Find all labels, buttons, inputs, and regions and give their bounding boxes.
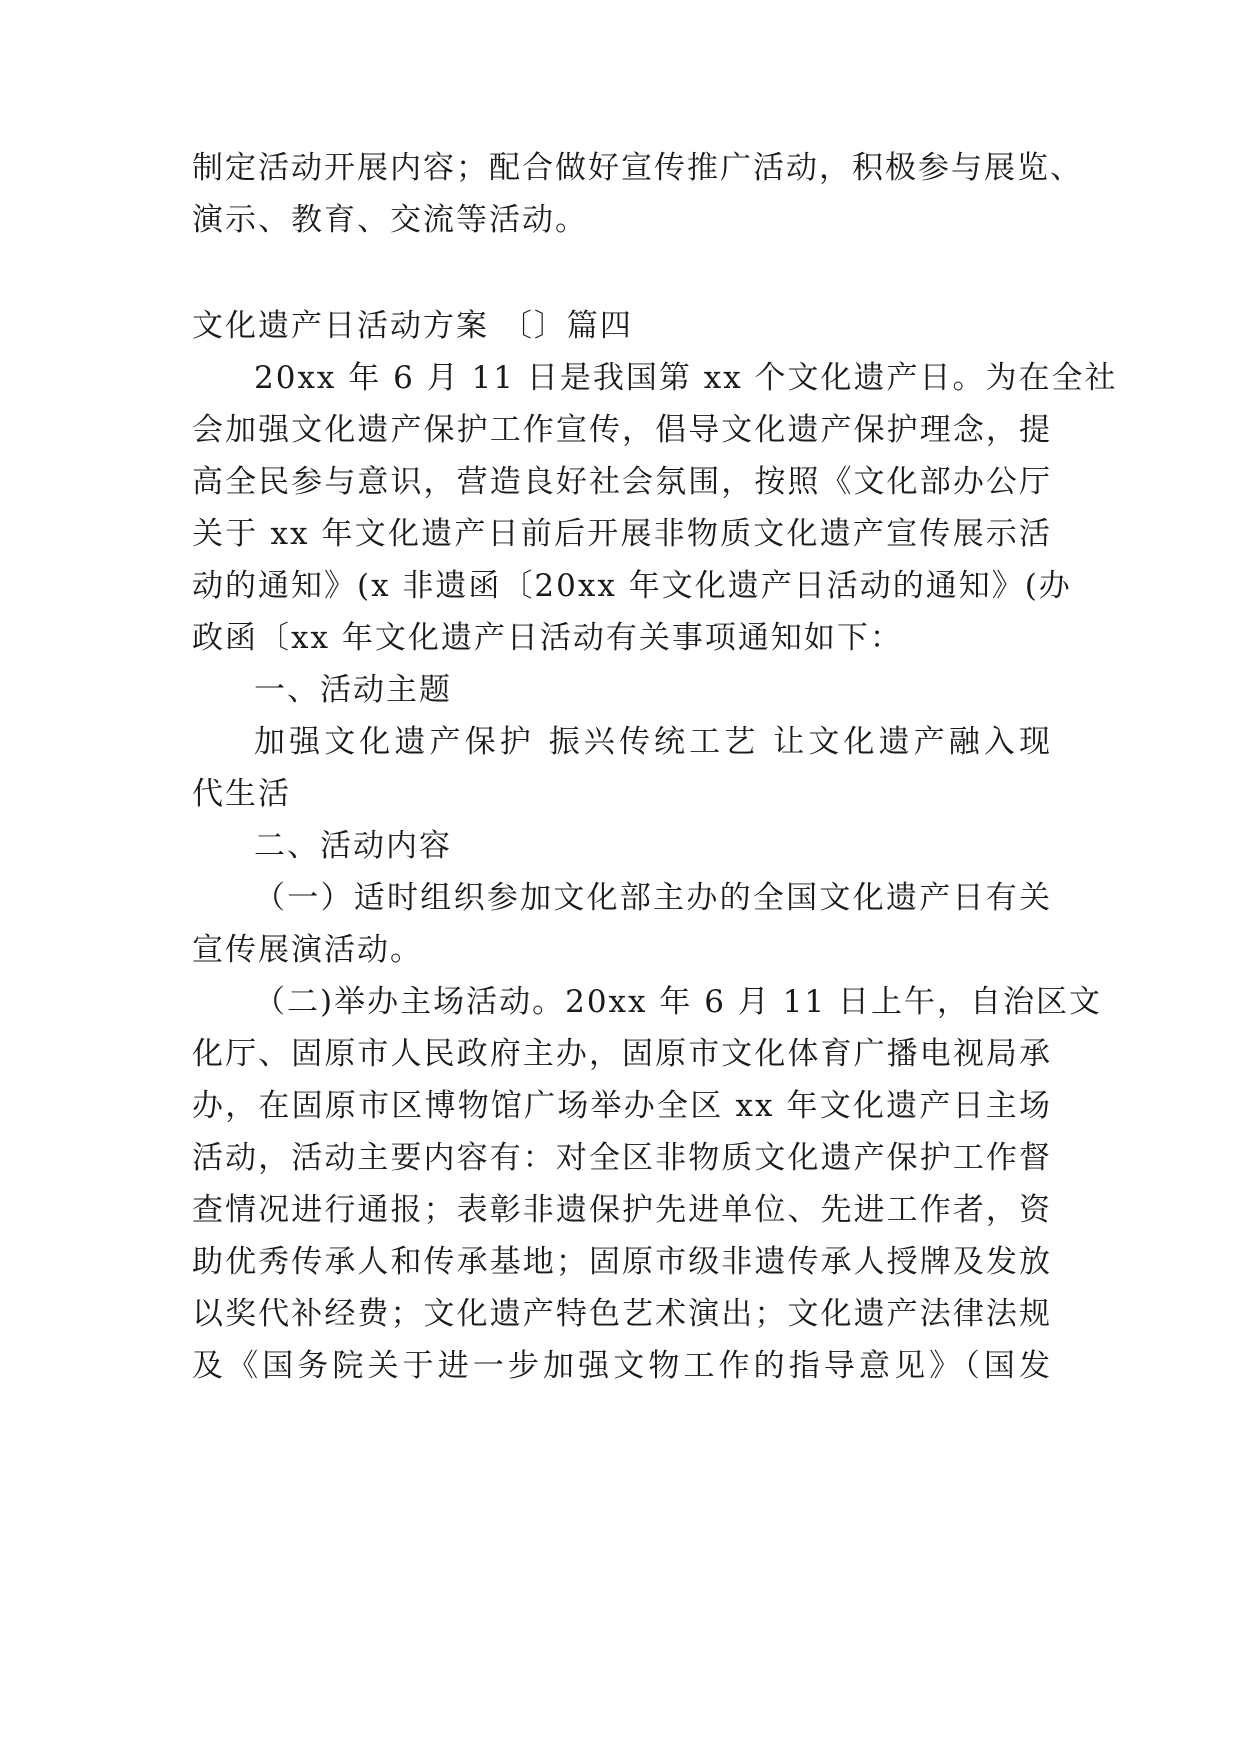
body-text-line: 关于 xx 年文化遗产日前后开展非物质文化遗产宣传展示活 [192, 516, 1052, 552]
body-text-line: 演示、教育、交流等活动。 [192, 202, 588, 238]
body-text-line: 查情况进行通报；表彰非遗保护先进单位、先进工作者，资 [192, 1192, 1052, 1228]
body-text-line: （二)举办主场活动。20xx 年 6 月 11 日上午，自治区文 [254, 984, 1102, 1020]
body-text-line: 化厅、固原市人民政府主办，固原市文化体育广播电视局承 [192, 1036, 1052, 1072]
body-text-line: 高全民参与意识，营造良好社会氛围，按照《文化部办公厅 [192, 464, 1052, 500]
body-text-line: 会加强文化遗产保护工作宣传，倡导文化遗产保护理念，提 [192, 412, 1052, 448]
body-text-line: （一）适时组织参加文化部主办的全国文化遗产日有关 [254, 880, 1052, 916]
subheading: 一、活动主题 [254, 672, 452, 708]
section-title: 文化遗产日活动方案 〔〕篇四 [192, 308, 633, 344]
subheading: 二、活动内容 [254, 828, 452, 864]
body-text-line: 代生活 [192, 776, 291, 812]
body-text-line: 以奖代补经费；文化遗产特色艺术演出；文化遗产法律法规 [192, 1296, 1052, 1332]
body-text-line: 办，在固原市区博物馆广场举办全区 xx 年文化遗产日主场 [192, 1088, 1052, 1124]
body-text-line: 加强文化遗产保护 振兴传统工艺 让文化遗产融入现 [254, 724, 1052, 760]
body-text-line: 政函〔xx 年文化遗产日活动有关事项通知如下： [192, 620, 903, 656]
body-text-line: 宣传展演活动。 [192, 932, 423, 968]
body-text-line: 及《国务院关于进一步加强文物工作的指导意见》（国发 [192, 1348, 1052, 1384]
body-text-line: 20xx 年 6 月 11 日是我国第 xx 个文化遗产日。为在全社 [254, 360, 1118, 396]
body-text-line: 动的通知》(x 非遗函〔20xx 年文化遗产日活动的通知》(办 [192, 568, 1072, 604]
body-text-line: 制定活动开展内容；配合做好宣传推广活动，积极参与展览、 [192, 150, 1083, 186]
body-text-line: 助优秀传承人和传承基地；固原市级非遗传承人授牌及发放 [192, 1244, 1052, 1280]
body-text-line: 活动，活动主要内容有：对全区非物质文化遗产保护工作督 [192, 1140, 1052, 1176]
